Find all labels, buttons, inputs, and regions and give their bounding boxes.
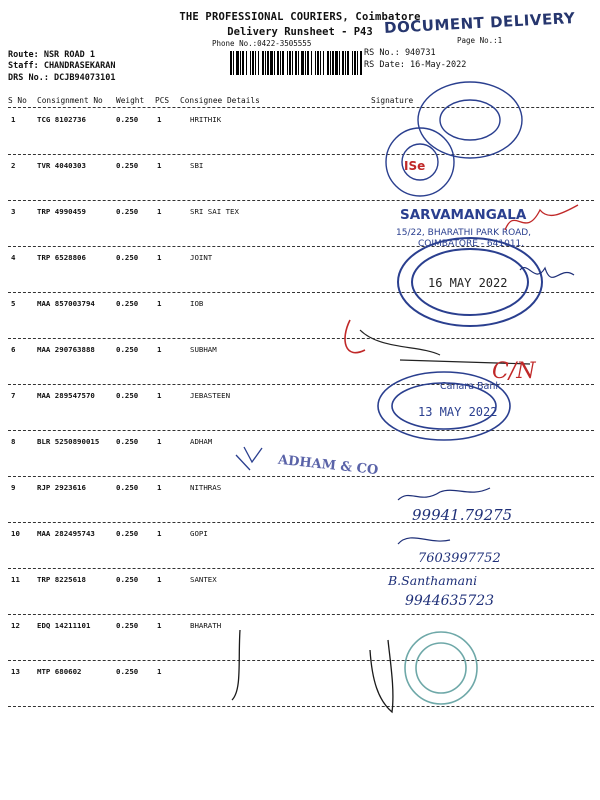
page-number: Page No.:1: [457, 36, 503, 45]
row-consignment: TRP 6528806: [37, 253, 86, 262]
sarvamangala-addr1: 15/22, BHARATHI PARK ROAD,: [396, 228, 532, 238]
hand-phone-10: 7603997752: [418, 551, 501, 566]
row-pcs: 1: [157, 621, 162, 630]
row-consignment: BLR 5250890015: [37, 437, 100, 446]
row-pcs: 1: [157, 483, 162, 492]
row-pcs: 1: [157, 207, 162, 216]
runsheet-title: Delivery Runsheet - P43: [227, 26, 373, 38]
row-pcs: 1: [157, 529, 162, 538]
drs-number: DRS No.: DCJB94073101: [8, 73, 116, 83]
canara-bank-name: Canara Bank: [440, 381, 501, 392]
row-sno: 13: [11, 667, 20, 676]
row-weight: 0.250: [116, 345, 139, 354]
rs-number: RS No.: 940731: [364, 48, 436, 58]
row-consignment: MAA 857003794: [37, 299, 95, 308]
adham-stamp: ADHAM & CO: [277, 452, 379, 479]
row-consignment: EDQ 14211101: [37, 621, 91, 630]
row-consignment: MAA 289547570: [37, 391, 95, 400]
row-weight: 0.250: [116, 391, 139, 400]
date-stamp-1: 16 MAY 2022: [428, 276, 508, 290]
row-weight: 0.250: [116, 207, 139, 216]
row-pcs: 1: [157, 115, 162, 124]
row-consignee: HRITHIK: [190, 115, 222, 124]
row-weight: 0.250: [116, 437, 139, 446]
row-pcs: 1: [157, 391, 162, 400]
row-consignment: MTP 680602: [37, 667, 82, 676]
cn-mark: C/N: [492, 359, 536, 384]
row-sno: 7: [11, 391, 16, 400]
row-weight: 0.250: [116, 253, 139, 262]
row-consignee: GOPI: [190, 529, 208, 538]
col-consignee: Consignee Details: [180, 96, 260, 105]
red-mark: ISe: [404, 159, 426, 173]
row-consignee: SUBHAM: [190, 345, 217, 354]
rs-date: RS Date: 16-May-2022: [364, 60, 467, 70]
col-signature: Signature: [371, 96, 414, 105]
row-consignment: RJP 2923616: [37, 483, 86, 492]
row-sno: 5: [11, 299, 16, 308]
row-consignee: JEBASTEEN: [190, 391, 231, 400]
row-pcs: 1: [157, 161, 162, 170]
row-pcs: 1: [157, 437, 162, 446]
row-consignee: ADHAM: [190, 437, 213, 446]
row-sno: 3: [11, 207, 16, 216]
row-weight: 0.250: [116, 667, 139, 676]
canara-date: 13 MAY 2022: [418, 405, 498, 419]
round-stamp-bottom: [405, 632, 477, 704]
route-label: Route: NSR ROAD 1: [8, 50, 95, 60]
row-sno: 6: [11, 345, 16, 354]
row-consignment: MAA 290763888: [37, 345, 95, 354]
row-weight: 0.250: [116, 483, 139, 492]
row-consignment: TVR 4040303: [37, 161, 86, 170]
row-sno: 10: [11, 529, 20, 538]
col-consignment: Consignment No: [37, 96, 103, 105]
round-stamp-textile: [418, 82, 522, 158]
row-sno: 12: [11, 621, 20, 630]
col-weight: Weight: [116, 96, 145, 105]
row-consignee: BHARATH: [190, 621, 222, 630]
row-pcs: 1: [157, 575, 162, 584]
row-consignee: JOINT: [190, 253, 213, 262]
row-consignee: NITHRAS: [190, 483, 222, 492]
row-weight: 0.250: [116, 621, 139, 630]
row-sno: 4: [11, 253, 16, 262]
hand-phone-9: 99941.79275: [412, 506, 513, 524]
row-pcs: 1: [157, 345, 162, 354]
phone-number: Phone No.:0422-3505555: [212, 39, 312, 48]
row-consignee: SANTEX: [190, 575, 217, 584]
row-weight: 0.250: [116, 575, 139, 584]
row-consignee: IOB: [190, 299, 204, 308]
row-consignment: TRP 4990459: [37, 207, 86, 216]
row-weight: 0.250: [116, 161, 139, 170]
row-weight: 0.250: [116, 115, 139, 124]
row-weight: 0.250: [116, 299, 139, 308]
sarvamangala-addr2: COIMBATORE - 641011.: [418, 239, 525, 249]
row-sno: 9: [11, 483, 16, 492]
row-consignment: MAA 282495743: [37, 529, 95, 538]
row-pcs: 1: [157, 299, 162, 308]
row-consignment: TCG 8102736: [37, 115, 86, 124]
col-sno: S No: [8, 96, 27, 105]
row-pcs: 1: [157, 253, 162, 262]
sarvamangala-name: SARVAMANGALA: [400, 207, 527, 223]
document-delivery-stamp: DOCUMENT DELIVERY: [383, 9, 576, 37]
row-sno: 11: [11, 575, 20, 584]
row-consignee: SRI SAI TEX: [190, 207, 239, 216]
row-sno: 8: [11, 437, 16, 446]
hand-name-11: B.Santhamani: [388, 573, 478, 588]
col-pcs: PCS: [155, 96, 170, 105]
row-pcs: 1: [157, 667, 162, 676]
row-weight: 0.250: [116, 529, 139, 538]
row-consignment: TRP 8225618: [37, 575, 86, 584]
row-sno: 2: [11, 161, 16, 170]
company-title: THE PROFESSIONAL COURIERS, Coimbatore: [179, 11, 421, 23]
row-sno: 1: [11, 115, 16, 124]
row-consignee: SBI: [190, 161, 204, 170]
staff-label: Staff: CHANDRASEKARAN: [8, 61, 116, 71]
hand-phone-11: 9944635723: [405, 593, 495, 609]
